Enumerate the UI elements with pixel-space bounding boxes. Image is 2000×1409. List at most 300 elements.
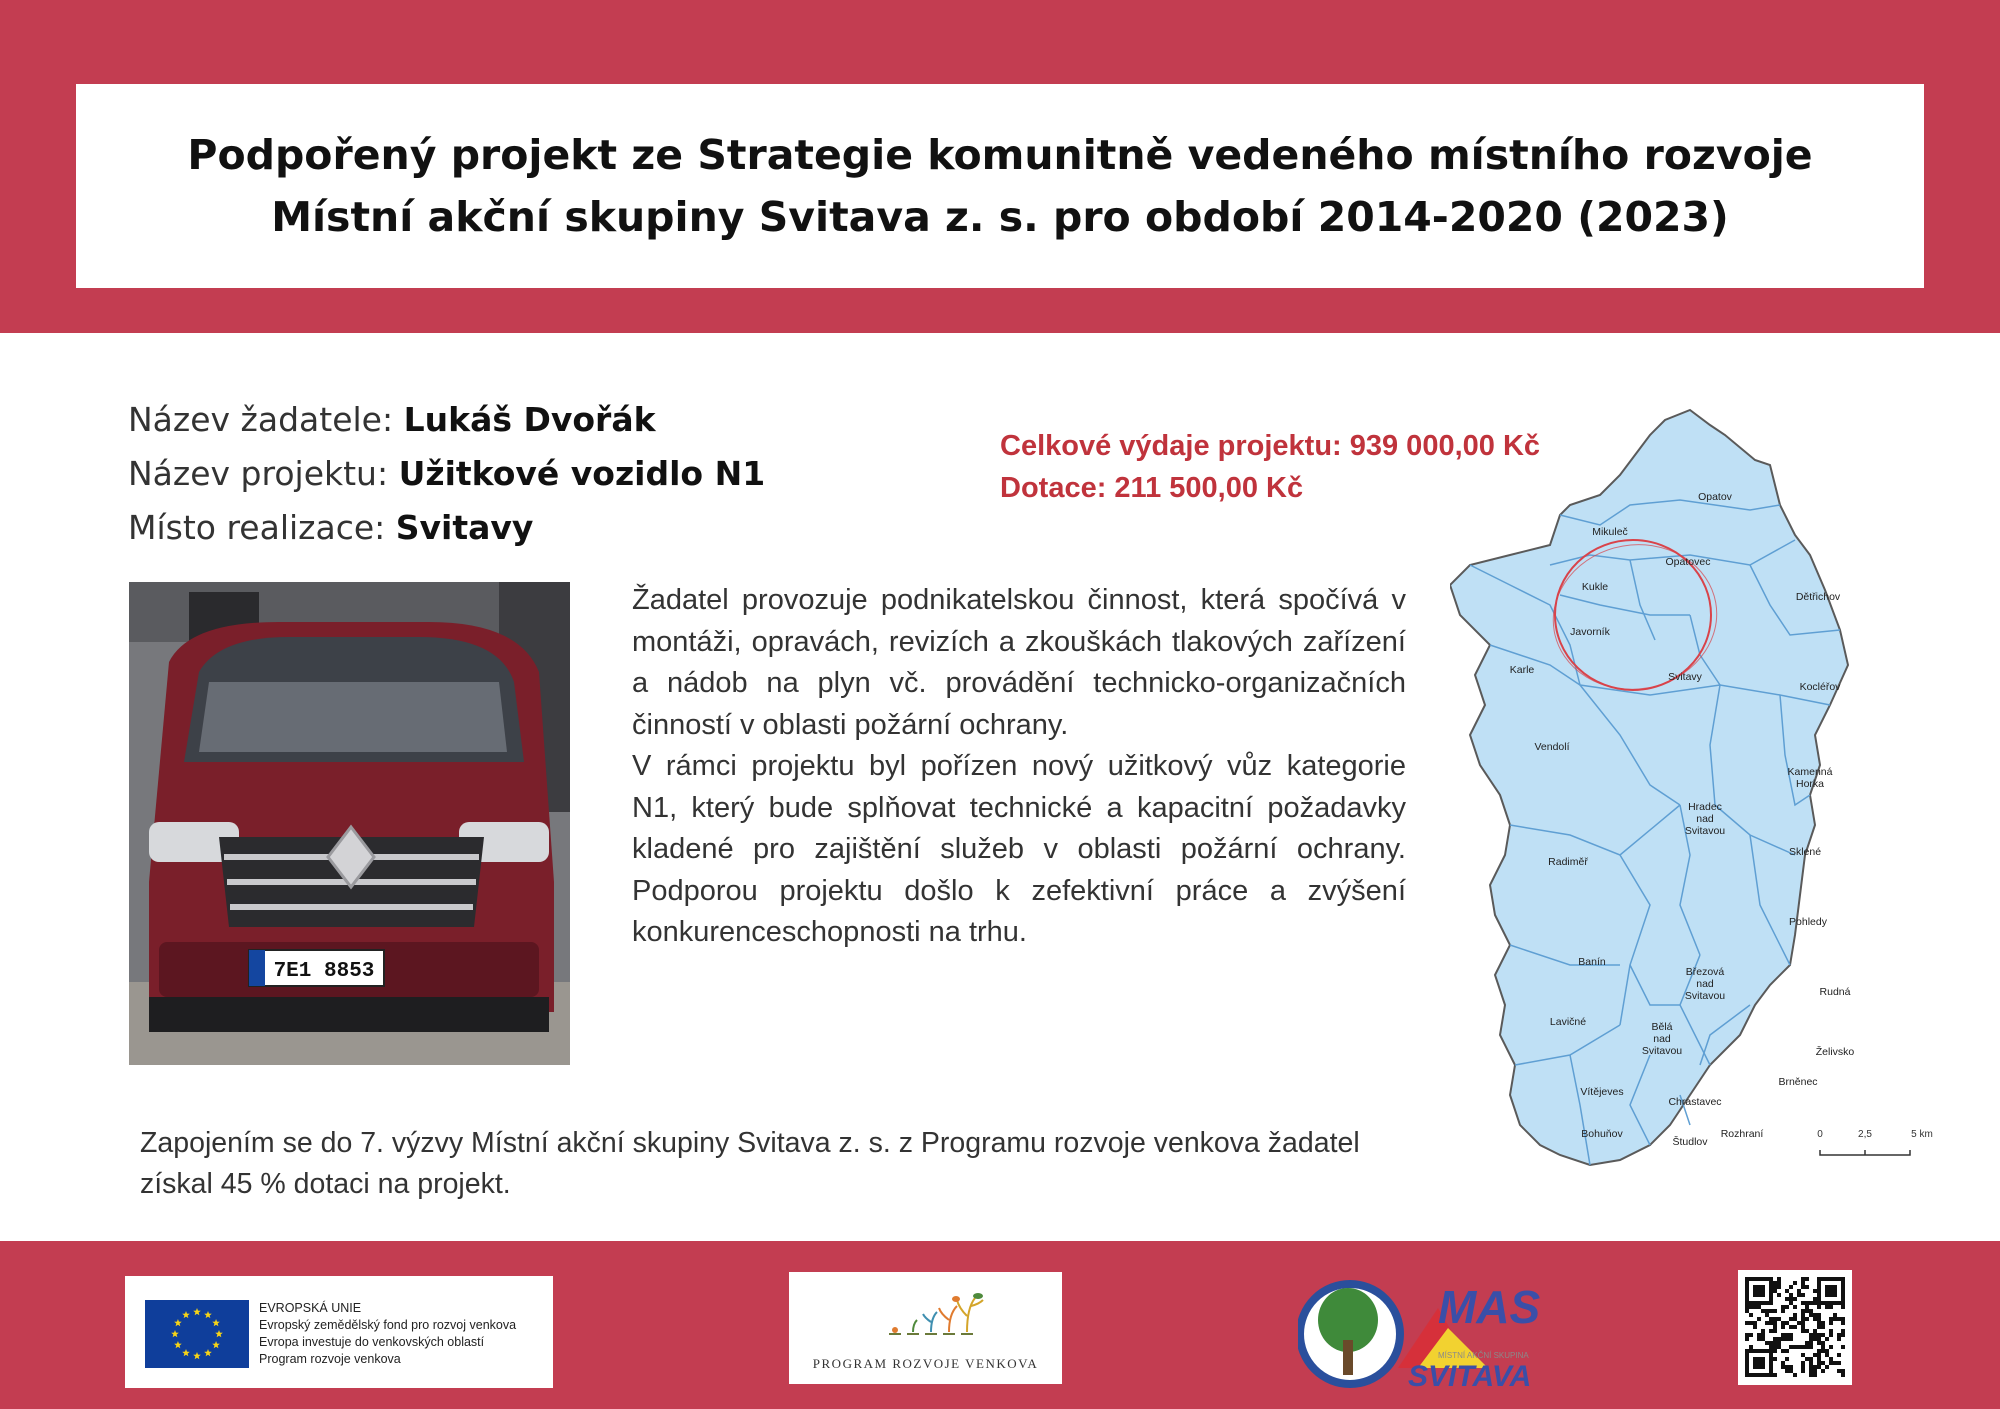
qr-module	[1745, 1353, 1749, 1357]
qr-module	[1769, 1309, 1773, 1313]
qr-module	[1789, 1301, 1793, 1305]
qr-module	[1769, 1349, 1773, 1353]
qr-module	[1837, 1337, 1841, 1341]
qr-module	[1813, 1365, 1817, 1369]
qr-module	[1841, 1293, 1845, 1297]
qr-module	[1829, 1333, 1833, 1337]
eu-star-icon	[174, 1341, 182, 1348]
project-name-label: Název projektu:	[128, 454, 389, 493]
qr-module	[1837, 1353, 1841, 1357]
qr-module	[1773, 1321, 1777, 1325]
map-label-bohuňov: Bohuňov	[1581, 1128, 1623, 1140]
qr-module	[1809, 1361, 1813, 1365]
map-label-chrastavec: Chrastavec	[1668, 1096, 1722, 1108]
vehicle-photo	[129, 582, 570, 1065]
qr-module	[1829, 1321, 1833, 1325]
map-label-opatovec: Opatovec	[1665, 556, 1711, 568]
qr-module	[1773, 1341, 1777, 1345]
qr-module	[1781, 1321, 1785, 1325]
eu-star-icon	[182, 1349, 190, 1356]
qr-module	[1777, 1285, 1781, 1289]
qr-module	[1769, 1317, 1773, 1321]
map-label-svitavy: Svitavy	[1668, 671, 1702, 683]
qr-module	[1789, 1317, 1793, 1321]
qr-module	[1773, 1329, 1777, 1333]
qr-module	[1769, 1301, 1773, 1305]
qr-module	[1761, 1289, 1765, 1293]
qr-module	[1841, 1373, 1845, 1377]
eu-star-icon	[212, 1319, 220, 1326]
qr-module	[1745, 1357, 1749, 1361]
qr-module	[1805, 1301, 1809, 1305]
qr-module	[1825, 1349, 1829, 1353]
qr-module	[1761, 1285, 1765, 1289]
qr-module	[1801, 1285, 1805, 1289]
qr-module	[1817, 1281, 1821, 1285]
map-label-banín: Banín	[1578, 956, 1606, 968]
qr-module	[1777, 1293, 1781, 1297]
map-label-březová-nad-svitavou: Březová nad Svitavou	[1684, 966, 1726, 1002]
qr-module	[1781, 1337, 1785, 1341]
qr-module	[1769, 1345, 1773, 1349]
qr-module	[1817, 1321, 1821, 1325]
qr-module	[1757, 1305, 1761, 1309]
qr-module	[1841, 1301, 1845, 1305]
qr-module	[1761, 1293, 1765, 1297]
qr-module	[1813, 1373, 1817, 1377]
map-label-dětřichov: Dětřichov	[1795, 591, 1841, 603]
qr-module	[1817, 1301, 1821, 1305]
qr-module	[1753, 1357, 1757, 1361]
qr-module	[1805, 1329, 1809, 1333]
qr-module	[1817, 1365, 1821, 1369]
scale-label-1: 2,5	[1858, 1129, 1872, 1140]
qr-module	[1809, 1333, 1813, 1337]
qr-module	[1829, 1301, 1833, 1305]
mas-logo-top: MAS	[1438, 1281, 1541, 1333]
qr-module	[1809, 1345, 1813, 1349]
prv-logo-box	[789, 1272, 1062, 1384]
qr-module	[1777, 1317, 1781, 1321]
qr-module	[1781, 1349, 1785, 1353]
qr-module	[1765, 1301, 1769, 1305]
qr-module	[1837, 1301, 1841, 1305]
qr-module	[1777, 1281, 1781, 1285]
qr-module	[1821, 1325, 1825, 1329]
qr-module	[1841, 1297, 1845, 1301]
qr-module	[1773, 1317, 1777, 1321]
eu-logo-box	[125, 1276, 553, 1388]
qr-module	[1841, 1321, 1845, 1325]
qr-module	[1749, 1277, 1753, 1281]
qr-module	[1769, 1353, 1773, 1357]
qr-module	[1837, 1369, 1841, 1373]
place-row	[128, 501, 765, 555]
qr-module	[1757, 1357, 1761, 1361]
qr-module	[1817, 1285, 1821, 1289]
qr-module	[1769, 1357, 1773, 1361]
qr-module	[1801, 1345, 1805, 1349]
qr-module	[1769, 1373, 1773, 1377]
qr-module	[1829, 1277, 1833, 1281]
qr-module	[1805, 1277, 1809, 1281]
qr-module	[1801, 1329, 1805, 1333]
page-title-line-1: Podpořený projekt ze Strategie komunitně vedeného místního rozvoje	[187, 131, 1813, 179]
map-label-bělá-nad-svitavou: Bělá nad Svitavou	[1641, 1021, 1683, 1057]
qr-module	[1789, 1337, 1793, 1341]
qr-module	[1801, 1301, 1805, 1305]
qr-module	[1789, 1369, 1793, 1373]
qr-module	[1817, 1313, 1821, 1317]
mas-svitava-logo	[1298, 1268, 1573, 1393]
qr-module	[1793, 1297, 1797, 1301]
qr-module	[1769, 1281, 1773, 1285]
qr-code[interactable]	[1738, 1270, 1852, 1385]
qr-module	[1761, 1301, 1765, 1305]
qr-module	[1757, 1365, 1761, 1369]
mas-logo-middle: MÍSTNÍ AKČNÍ SKUPINA	[1438, 1351, 1529, 1360]
qr-module	[1841, 1345, 1845, 1349]
eu-line-1: EVROPSKÁ UNIE	[259, 1301, 362, 1315]
qr-module	[1785, 1289, 1789, 1293]
qr-code-icon	[1738, 1270, 1852, 1385]
eu-star-icon	[212, 1341, 220, 1348]
qr-module	[1817, 1353, 1821, 1357]
map-label-kamenná-horka: Kamenná Horka	[1787, 766, 1833, 790]
qr-module	[1753, 1285, 1757, 1289]
eu-star-icon	[193, 1352, 201, 1359]
qr-module	[1789, 1333, 1793, 1337]
qr-module	[1837, 1317, 1841, 1321]
qr-module	[1801, 1313, 1805, 1317]
qr-module	[1745, 1305, 1749, 1309]
qr-module	[1769, 1285, 1773, 1289]
qr-module	[1793, 1325, 1797, 1329]
qr-module	[1825, 1289, 1829, 1293]
qr-module	[1753, 1365, 1757, 1369]
qr-module	[1817, 1317, 1821, 1321]
qr-module	[1773, 1281, 1777, 1285]
map-label-karle: Karle	[1509, 664, 1535, 676]
project-name-value: Užitkové vozidlo N1	[398, 454, 766, 493]
qr-module	[1773, 1337, 1777, 1341]
qr-module	[1745, 1309, 1749, 1313]
qr-module	[1805, 1285, 1809, 1289]
qr-module	[1785, 1349, 1789, 1353]
map-label-opatov: Opatov	[1698, 491, 1732, 503]
qr-module	[1789, 1293, 1793, 1297]
map-label-pohledy: Pohledy	[1789, 916, 1827, 928]
eu-star-icon	[204, 1349, 212, 1356]
place-label: Místo realizace:	[128, 508, 386, 547]
qr-module	[1813, 1369, 1817, 1373]
qr-module	[1801, 1361, 1805, 1365]
qr-module	[1789, 1365, 1793, 1369]
qr-module	[1761, 1337, 1765, 1341]
qr-module	[1749, 1305, 1753, 1309]
qr-module	[1765, 1373, 1769, 1377]
qr-module	[1821, 1333, 1825, 1337]
qr-module	[1785, 1305, 1789, 1309]
qr-module	[1745, 1321, 1749, 1325]
qr-module	[1757, 1333, 1761, 1337]
qr-module	[1769, 1297, 1773, 1301]
qr-module	[1829, 1345, 1833, 1349]
summary-text: Zapojením se do 7. výzvy Místní akční skupiny Svitava z. s. z Programu rozvoje venkova žadatel získal 45 % dotaci na projekt.	[140, 1127, 1360, 1200]
map-label-rudná: Rudná	[1819, 986, 1851, 998]
map-label-brněnec: Brněnec	[1778, 1076, 1818, 1088]
qr-module	[1745, 1373, 1749, 1377]
qr-module	[1745, 1301, 1749, 1305]
qr-module	[1797, 1293, 1801, 1297]
qr-module	[1765, 1313, 1769, 1317]
mas-logo-bottom: SVITAVA	[1408, 1360, 1532, 1393]
qr-module	[1817, 1325, 1821, 1329]
qr-module	[1821, 1349, 1825, 1353]
qr-module	[1813, 1333, 1817, 1337]
qr-module	[1773, 1289, 1777, 1293]
qr-module	[1797, 1321, 1801, 1325]
qr-module	[1757, 1277, 1761, 1281]
eu-line-3: Evropa investuje do venkovských oblastí	[259, 1335, 485, 1349]
description-paragraph-1: Žadatel provozuje podnikatelskou činnost, která spočívá v montáži, opravách, revizích a zkouškách tlakových zařízení a nádob na plyn vč. provádění technicko-organizačních činností v oblasti požární ochrany.	[632, 584, 1406, 741]
qr-module	[1745, 1285, 1749, 1289]
qr-module	[1801, 1281, 1805, 1285]
eu-star-icon	[193, 1308, 201, 1315]
map-label-javorník: Javorník	[1570, 626, 1610, 638]
qr-module	[1797, 1345, 1801, 1349]
qr-module	[1837, 1361, 1841, 1365]
qr-module	[1753, 1349, 1757, 1353]
qr-module	[1753, 1321, 1757, 1325]
qr-module	[1793, 1305, 1797, 1309]
qr-module	[1825, 1285, 1829, 1289]
qr-module	[1769, 1277, 1773, 1281]
region-map	[1450, 405, 1975, 1185]
qr-module	[1833, 1301, 1837, 1305]
qr-module	[1841, 1305, 1845, 1309]
qr-module	[1801, 1277, 1805, 1281]
qr-module	[1749, 1349, 1753, 1353]
qr-module	[1817, 1337, 1821, 1341]
qr-module	[1833, 1293, 1837, 1297]
qr-module	[1761, 1333, 1765, 1337]
qr-module	[1817, 1289, 1821, 1293]
qr-module	[1809, 1365, 1813, 1369]
qr-module	[1829, 1305, 1833, 1309]
qr-module	[1761, 1373, 1765, 1377]
qr-module	[1757, 1293, 1761, 1297]
title-box	[76, 84, 1924, 288]
qr-module	[1745, 1289, 1749, 1293]
qr-module	[1781, 1365, 1785, 1369]
qr-module	[1753, 1325, 1757, 1329]
qr-module	[1813, 1313, 1817, 1317]
map-label-radiměř: Radiměř	[1548, 856, 1588, 868]
eu-text	[259, 1300, 516, 1368]
map-scale-bar	[1817, 1129, 1933, 1155]
map-label-hradec-nad-svitavou: Hradec nad Svitavou	[1684, 801, 1726, 837]
qr-module	[1805, 1341, 1809, 1345]
qr-module	[1809, 1313, 1813, 1317]
qr-module	[1781, 1361, 1785, 1365]
van-illustration	[129, 582, 570, 1065]
qr-module	[1821, 1341, 1825, 1345]
total-costs: Celkové výdaje projektu: 939 000,00 Kč	[1000, 430, 1541, 462]
scale-label-2: 5 km	[1911, 1129, 1933, 1140]
qr-module	[1813, 1297, 1817, 1301]
qr-module	[1749, 1301, 1753, 1305]
qr-module	[1793, 1345, 1797, 1349]
qr-module	[1825, 1337, 1829, 1341]
qr-module	[1837, 1277, 1841, 1281]
qr-module	[1745, 1337, 1749, 1341]
applicant-label: Název žadatele:	[128, 400, 394, 439]
map-label-vítějeves: Vítějeves	[1580, 1086, 1624, 1098]
qr-module	[1745, 1333, 1749, 1337]
qr-module	[1753, 1301, 1757, 1305]
qr-module	[1761, 1361, 1765, 1365]
qr-module	[1813, 1329, 1817, 1333]
qr-module	[1781, 1309, 1785, 1313]
qr-module	[1817, 1357, 1821, 1361]
map-label-študlov: Študlov	[1672, 1136, 1708, 1148]
qr-module	[1825, 1301, 1829, 1305]
qr-module	[1817, 1305, 1821, 1309]
qr-module	[1761, 1329, 1765, 1333]
region-map-svg	[1450, 405, 1975, 1185]
qr-module	[1825, 1305, 1829, 1309]
qr-module	[1817, 1297, 1821, 1301]
qr-module	[1769, 1329, 1773, 1333]
qr-module	[1753, 1277, 1757, 1281]
scale-label-0: 0	[1817, 1129, 1823, 1140]
project-info	[128, 393, 765, 555]
qr-module	[1833, 1285, 1837, 1289]
eu-star-icon	[204, 1311, 212, 1318]
qr-module	[1841, 1317, 1845, 1321]
qr-module	[1765, 1349, 1769, 1353]
qr-module	[1817, 1293, 1821, 1297]
qr-module	[1773, 1309, 1777, 1313]
project-name-row	[128, 447, 765, 501]
project-description	[632, 580, 1406, 954]
qr-module	[1749, 1345, 1753, 1349]
qr-module	[1825, 1293, 1829, 1297]
qr-module	[1829, 1357, 1833, 1361]
qr-module	[1793, 1281, 1797, 1285]
qr-module	[1841, 1289, 1845, 1293]
qr-module	[1789, 1285, 1793, 1289]
eu-star-icon	[215, 1330, 223, 1337]
qr-module	[1781, 1325, 1785, 1329]
qr-module	[1809, 1337, 1813, 1341]
qr-module	[1781, 1333, 1785, 1337]
qr-module	[1829, 1317, 1833, 1321]
qr-module	[1769, 1289, 1773, 1293]
qr-module	[1773, 1357, 1777, 1361]
qr-module	[1825, 1365, 1829, 1369]
applicant-value: Lukáš Dvořák	[403, 400, 656, 439]
qr-module	[1793, 1317, 1797, 1321]
qr-module	[1769, 1361, 1773, 1365]
qr-module	[1801, 1365, 1805, 1369]
qr-module	[1805, 1309, 1809, 1313]
qr-module	[1797, 1289, 1801, 1293]
qr-module	[1769, 1321, 1773, 1325]
description-paragraph-2: V rámci projektu byl pořízen nový užitkový vůz kategorie N1, který bude splňovat technické a kapacitní požadavky kladené pro zajištění služeb v oblasti požární ochrany. Podporou projektu došlo k zefektivní práce a zvýšení konkurenceschopnosti na trhu.	[632, 750, 1406, 948]
qr-module	[1829, 1285, 1833, 1289]
qr-module	[1805, 1357, 1809, 1361]
qr-module	[1801, 1369, 1805, 1373]
qr-module	[1745, 1365, 1749, 1369]
eu-star-icon	[174, 1319, 182, 1326]
qr-module	[1745, 1293, 1749, 1297]
qr-module	[1809, 1341, 1813, 1345]
qr-module	[1761, 1277, 1765, 1281]
qr-module	[1817, 1341, 1821, 1345]
qr-module	[1841, 1285, 1845, 1289]
qr-module	[1765, 1321, 1769, 1325]
qr-module	[1745, 1349, 1749, 1353]
map-label-rozhraní: Rozhraní	[1720, 1128, 1764, 1140]
qr-module	[1765, 1277, 1769, 1281]
qr-module	[1761, 1365, 1765, 1369]
qr-module	[1817, 1277, 1821, 1281]
qr-module	[1753, 1293, 1757, 1297]
qr-module	[1785, 1333, 1789, 1337]
qr-module	[1805, 1345, 1809, 1349]
qr-module	[1829, 1361, 1833, 1365]
qr-module	[1833, 1289, 1837, 1293]
qr-module	[1773, 1285, 1777, 1289]
mas-logo-svg	[1298, 1268, 1573, 1393]
qr-module	[1757, 1285, 1761, 1289]
qr-module	[1749, 1313, 1753, 1317]
qr-module	[1753, 1373, 1757, 1377]
qr-module	[1793, 1373, 1797, 1377]
applicant-row	[128, 393, 765, 447]
qr-module	[1761, 1309, 1765, 1313]
qr-module	[1841, 1281, 1845, 1285]
eu-star-icon	[182, 1311, 190, 1318]
qr-module	[1789, 1297, 1793, 1301]
qr-module	[1785, 1321, 1789, 1325]
qr-module	[1777, 1337, 1781, 1341]
qr-module	[1841, 1277, 1845, 1281]
qr-module	[1841, 1369, 1845, 1373]
qr-module	[1821, 1361, 1825, 1365]
qr-module	[1745, 1361, 1749, 1365]
qr-module	[1813, 1301, 1817, 1305]
qr-module	[1757, 1349, 1761, 1353]
subsidy-amount: Dotace: 211 500,00 Kč	[1000, 472, 1304, 504]
qr-module	[1781, 1305, 1785, 1309]
qr-module	[1753, 1361, 1757, 1365]
qr-module	[1757, 1317, 1761, 1321]
qr-module	[1829, 1289, 1833, 1293]
qr-module	[1821, 1369, 1825, 1373]
qr-module	[1841, 1333, 1845, 1337]
qr-module	[1813, 1353, 1817, 1357]
eu-star-icon	[171, 1330, 179, 1337]
eu-line-2: Evropský zemědělský fond pro rozvoj venkova	[259, 1318, 517, 1332]
map-label-kukle: Kukle	[1581, 581, 1609, 593]
qr-module	[1769, 1365, 1773, 1369]
qr-module	[1745, 1369, 1749, 1373]
qr-module	[1785, 1365, 1789, 1369]
qr-module	[1801, 1325, 1805, 1329]
